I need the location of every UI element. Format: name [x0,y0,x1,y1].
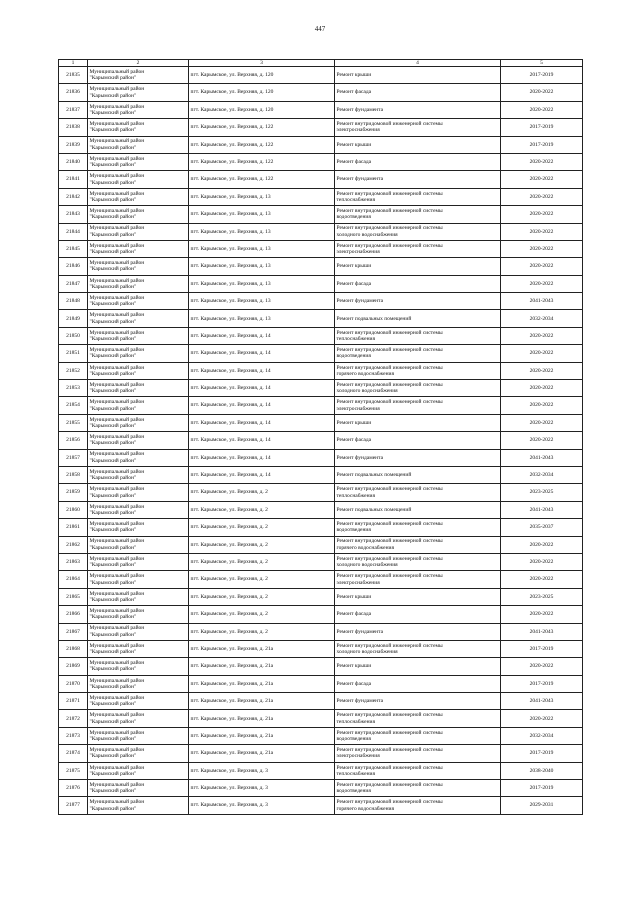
row-number-cell: 21843 [59,206,88,223]
period-cell: 2017-2019 [501,67,583,84]
municipality-cell: Муниципальный район "Карымский район" [88,449,189,466]
work-type-cell: Ремонт внутридомовой инженерной системы холодного водоснабжения [335,640,501,657]
row-number-cell: 21852 [59,362,88,379]
row-number-cell: 21876 [59,780,88,797]
address-cell: пгт. Карымское, ул. Верхняя, д. 14 [189,414,335,431]
address-cell: пгт. Карымское, ул. Верхняя, д. 13 [189,275,335,292]
work-type-cell: Ремонт крыши [335,136,501,153]
period-cell: 2041-2043 [501,449,583,466]
work-type-cell: Ремонт внутридомовой инженерной системы электроснабжения [335,119,501,136]
period-cell: 2032-2034 [501,310,583,327]
period-cell: 2020-2022 [501,571,583,588]
period-cell: 2017-2019 [501,119,583,136]
table-row [59,797,583,814]
address-cell: пгт. Карымское, ул. Верхняя, д. 14 [189,345,335,362]
address-cell: пгт. Карымское, ул. Верхняя, д. 13 [189,223,335,240]
row-number-cell: 21867 [59,623,88,640]
municipality-cell: Муниципальный район "Карымский район" [88,84,189,101]
period-cell: 2020-2022 [501,101,583,118]
table-row [59,658,583,675]
row-number-cell: 21840 [59,153,88,170]
address-cell: пгт. Карымское, ул. Верхняя, д. 21а [189,640,335,657]
address-cell: пгт. Карымское, ул. Верхняя, д. 122 [189,119,335,136]
header-row [59,60,583,67]
address-cell: пгт. Карымское, ул. Верхняя, д. 120 [189,67,335,84]
row-number-cell: 21857 [59,449,88,466]
table-row [59,188,583,205]
table-row [59,675,583,692]
period-cell: 2020-2022 [501,258,583,275]
work-type-cell: Ремонт фундамента [335,293,501,310]
work-type-cell: Ремонт подвальных помещений [335,501,501,518]
municipality-cell: Муниципальный район "Карымский район" [88,380,189,397]
work-type-cell: Ремонт крыши [335,414,501,431]
address-cell: пгт. Карымское, ул. Верхняя, д. 122 [189,171,335,188]
table-row [59,745,583,762]
table-row [59,223,583,240]
period-cell: 2041-2043 [501,623,583,640]
table-row [59,119,583,136]
table-row [59,571,583,588]
municipality-cell: Муниципальный район "Карымский район" [88,414,189,431]
table-row [59,171,583,188]
table-row [59,727,583,744]
table-row [59,606,583,623]
period-cell: 2017-2019 [501,136,583,153]
work-type-cell: Ремонт фасада [335,84,501,101]
table-row [59,432,583,449]
column-header-3: 3 [189,60,335,67]
work-type-cell: Ремонт фундамента [335,693,501,710]
row-number-cell: 21869 [59,658,88,675]
municipality-cell: Муниципальный район "Карымский район" [88,206,189,223]
municipality-cell: Муниципальный район "Карымский район" [88,640,189,657]
table-row [59,67,583,84]
municipality-cell: Муниципальный район "Карымский район" [88,588,189,605]
municipality-cell: Муниципальный район "Карымский район" [88,675,189,692]
period-cell: 2020-2022 [501,710,583,727]
row-number-cell: 21839 [59,136,88,153]
address-cell: пгт. Карымское, ул. Верхняя, д. 122 [189,136,335,153]
table-row [59,397,583,414]
municipality-cell: Муниципальный район "Карымский район" [88,727,189,744]
row-number-cell: 21863 [59,553,88,570]
table-row [59,519,583,536]
work-type-cell: Ремонт фундамента [335,449,501,466]
municipality-cell: Муниципальный район "Карымский район" [88,188,189,205]
period-cell: 2017-2019 [501,780,583,797]
municipality-cell: Муниципальный район "Карымский район" [88,762,189,779]
row-number-cell: 21851 [59,345,88,362]
municipality-cell: Муниципальный район "Карымский район" [88,432,189,449]
address-cell: пгт. Карымское, ул. Верхняя, д. 13 [189,206,335,223]
row-number-cell: 21848 [59,293,88,310]
work-type-cell: Ремонт внутридомовой инженерной системы электроснабжения [335,240,501,257]
work-type-cell: Ремонт крыши [335,258,501,275]
row-number-cell: 21864 [59,571,88,588]
period-cell: 2020-2022 [501,153,583,170]
municipality-cell: Муниципальный район "Карымский район" [88,606,189,623]
municipality-cell: Муниципальный район "Карымский район" [88,519,189,536]
municipality-cell: Муниципальный район "Карымский район" [88,136,189,153]
period-cell: 2017-2019 [501,640,583,657]
work-type-cell: Ремонт фундамента [335,623,501,640]
municipality-cell: Муниципальный район "Карымский район" [88,623,189,640]
period-cell: 2020-2022 [501,223,583,240]
work-type-cell: Ремонт фундамента [335,101,501,118]
municipality-cell: Муниципальный район "Карымский район" [88,484,189,501]
address-cell: пгт. Карымское, ул. Верхняя, д. 14 [189,397,335,414]
municipality-cell: Муниципальный район "Карымский район" [88,223,189,240]
work-type-cell: Ремонт внутридомовой инженерной системы электроснабжения [335,745,501,762]
period-cell: 2032-2034 [501,466,583,483]
period-cell: 2041-2043 [501,693,583,710]
period-cell: 2041-2043 [501,501,583,518]
period-cell: 2017-2019 [501,745,583,762]
table-row [59,101,583,118]
table-row [59,536,583,553]
row-number-cell: 21849 [59,310,88,327]
period-cell: 2020-2022 [501,345,583,362]
row-number-cell: 21847 [59,275,88,292]
period-cell: 2020-2022 [501,658,583,675]
period-cell: 2017-2019 [501,675,583,692]
work-type-cell: Ремонт подвальных помещений [335,466,501,483]
municipality-cell: Муниципальный район "Карымский район" [88,67,189,84]
row-number-cell: 21859 [59,484,88,501]
address-cell: пгт. Карымское, ул. Верхняя, д. 13 [189,188,335,205]
work-type-cell: Ремонт внутридомовой инженерной системы водоотведения [335,727,501,744]
period-cell: 2023-2025 [501,484,583,501]
address-cell: пгт. Карымское, ул. Верхняя, д. 14 [189,362,335,379]
work-type-cell: Ремонт фундамента [335,171,501,188]
row-number-cell: 21872 [59,710,88,727]
table-row [59,449,583,466]
row-number-cell: 21871 [59,693,88,710]
table-row [59,623,583,640]
address-cell: пгт. Карымское, ул. Верхняя, д. 21а [189,745,335,762]
work-type-cell: Ремонт внутридомовой инженерной системы водоотведения [335,345,501,362]
work-type-cell: Ремонт фасада [335,275,501,292]
row-number-cell: 21873 [59,727,88,744]
municipality-cell: Муниципальный район "Карымский район" [88,797,189,814]
municipality-cell: Муниципальный район "Карымский район" [88,240,189,257]
period-cell: 2038-2040 [501,762,583,779]
table-row [59,327,583,344]
municipality-cell: Муниципальный район "Карымский район" [88,710,189,727]
work-type-cell: Ремонт фасада [335,153,501,170]
period-cell: 2020-2022 [501,536,583,553]
work-type-cell: Ремонт внутридомовой инженерной системы холодного водоснабжения [335,553,501,570]
period-cell: 2020-2022 [501,397,583,414]
row-number-cell: 21861 [59,519,88,536]
address-cell: пгт. Карымское, ул. Верхняя, д. 3 [189,797,335,814]
address-cell: пгт. Карымское, ул. Верхняя, д. 14 [189,327,335,344]
table-row [59,136,583,153]
work-type-cell: Ремонт крыши [335,588,501,605]
work-type-cell: Ремонт фасада [335,675,501,692]
address-cell: пгт. Карымское, ул. Верхняя, д. 3 [189,780,335,797]
address-cell: пгт. Карымское, ул. Верхняя, д. 2 [189,536,335,553]
work-type-cell: Ремонт крыши [335,658,501,675]
period-cell: 2020-2022 [501,362,583,379]
column-header-5: 5 [501,60,583,67]
row-number-cell: 21841 [59,171,88,188]
period-cell: 2023-2025 [501,588,583,605]
period-cell: 2020-2022 [501,275,583,292]
column-header-4: 4 [335,60,501,67]
column-header-1: 1 [59,60,88,67]
municipality-cell: Муниципальный район "Карымский район" [88,310,189,327]
table-row [59,206,583,223]
work-type-cell: Ремонт внутридомовой инженерной системы электроснабжения [335,571,501,588]
row-number-cell: 21875 [59,762,88,779]
row-number-cell: 21868 [59,640,88,657]
municipality-cell: Муниципальный район "Карымский район" [88,293,189,310]
address-cell: пгт. Карымское, ул. Верхняя, д. 21а [189,727,335,744]
address-cell: пгт. Карымское, ул. Верхняя, д. 2 [189,571,335,588]
address-cell: пгт. Карымское, ул. Верхняя, д. 2 [189,606,335,623]
work-type-cell: Ремонт внутридомовой инженерной системы водоотведения [335,206,501,223]
row-number-cell: 21837 [59,101,88,118]
table-row [59,275,583,292]
municipality-cell: Муниципальный район "Карымский район" [88,327,189,344]
row-number-cell: 21874 [59,745,88,762]
period-cell: 2041-2043 [501,293,583,310]
row-number-cell: 21836 [59,84,88,101]
row-number-cell: 21856 [59,432,88,449]
table-body [59,67,583,815]
column-header-2: 2 [88,60,189,67]
row-number-cell: 21870 [59,675,88,692]
table-row [59,258,583,275]
table-row [59,588,583,605]
work-type-cell: Ремонт фасада [335,606,501,623]
table-row [59,710,583,727]
work-type-cell: Ремонт внутридомовой инженерной системы теплоснабжения [335,484,501,501]
period-cell: 2020-2022 [501,432,583,449]
municipality-cell: Муниципальный район "Карымский район" [88,658,189,675]
address-cell: пгт. Карымское, ул. Верхняя, д. 2 [189,484,335,501]
municipality-cell: Муниципальный район "Карымский район" [88,362,189,379]
municipality-cell: Муниципальный район "Карымский район" [88,536,189,553]
row-number-cell: 21866 [59,606,88,623]
period-cell: 2020-2022 [501,380,583,397]
period-cell: 2020-2022 [501,188,583,205]
table-row [59,293,583,310]
table-row [59,693,583,710]
table-row [59,553,583,570]
work-type-cell: Ремонт внутридомовой инженерной системы теплоснабжения [335,327,501,344]
table-row [59,362,583,379]
work-type-cell: Ремонт крыши [335,67,501,84]
page-number: 447 [314,25,326,33]
row-number-cell: 21838 [59,119,88,136]
period-cell: 2020-2022 [501,206,583,223]
table-row [59,640,583,657]
address-cell: пгт. Карымское, ул. Верхняя, д. 21а [189,710,335,727]
row-number-cell: 21842 [59,188,88,205]
municipality-cell: Муниципальный район "Карымский район" [88,501,189,518]
work-type-cell: Ремонт фасада [335,432,501,449]
row-number-cell: 21853 [59,380,88,397]
work-type-cell: Ремонт внутридомовой инженерной системы водоотведения [335,780,501,797]
period-cell: 2029-2031 [501,797,583,814]
address-cell: пгт. Карымское, ул. Верхняя, д. 21а [189,658,335,675]
address-cell: пгт. Карымское, ул. Верхняя, д. 120 [189,84,335,101]
repair-schedule-table [58,59,583,815]
period-cell: 2035-2037 [501,519,583,536]
period-cell: 2020-2022 [501,84,583,101]
municipality-cell: Муниципальный район "Карымский район" [88,397,189,414]
address-cell: пгт. Карымское, ул. Верхняя, д. 2 [189,501,335,518]
period-cell: 2020-2022 [501,240,583,257]
municipality-cell: Муниципальный район "Карымский район" [88,466,189,483]
table-row [59,153,583,170]
address-cell: пгт. Карымское, ул. Верхняя, д. 21а [189,693,335,710]
period-cell: 2020-2022 [501,553,583,570]
row-number-cell: 21865 [59,588,88,605]
work-type-cell: Ремонт подвальных помещений [335,310,501,327]
municipality-cell: Муниципальный район "Карымский район" [88,258,189,275]
period-cell: 2020-2022 [501,171,583,188]
period-cell: 2032-2034 [501,727,583,744]
table-row [59,780,583,797]
row-number-cell: 21860 [59,501,88,518]
address-cell: пгт. Карымское, ул. Верхняя, д. 14 [189,432,335,449]
municipality-cell: Муниципальный район "Карымский район" [88,101,189,118]
address-cell: пгт. Карымское, ул. Верхняя, д. 13 [189,293,335,310]
address-cell: пгт. Карымское, ул. Верхняя, д. 21а [189,675,335,692]
address-cell: пгт. Карымское, ул. Верхняя, д. 2 [189,519,335,536]
table-row [59,466,583,483]
municipality-cell: Муниципальный район "Карымский район" [88,153,189,170]
address-cell: пгт. Карымское, ул. Верхняя, д. 120 [189,101,335,118]
row-number-cell: 21844 [59,223,88,240]
work-type-cell: Ремонт внутридомовой инженерной системы теплоснабжения [335,762,501,779]
address-cell: пгт. Карымское, ул. Верхняя, д. 13 [189,240,335,257]
municipality-cell: Муниципальный район "Карымский район" [88,553,189,570]
address-cell: пгт. Карымское, ул. Верхняя, д. 2 [189,588,335,605]
table-row [59,484,583,501]
address-cell: пгт. Карымское, ул. Верхняя, д. 122 [189,153,335,170]
row-number-cell: 21858 [59,466,88,483]
row-number-cell: 21855 [59,414,88,431]
row-number-cell: 21846 [59,258,88,275]
table-row [59,84,583,101]
address-cell: пгт. Карымское, ул. Верхняя, д. 13 [189,258,335,275]
period-cell: 2020-2022 [501,606,583,623]
municipality-cell: Муниципальный район "Карымский район" [88,275,189,292]
municipality-cell: Муниципальный район "Карымский район" [88,780,189,797]
table-row [59,762,583,779]
work-type-cell: Ремонт внутридомовой инженерной системы холодного водоснабжения [335,223,501,240]
municipality-cell: Муниципальный район "Карымский район" [88,119,189,136]
period-cell: 2020-2022 [501,414,583,431]
municipality-cell: Муниципальный район "Карымский район" [88,171,189,188]
table-row [59,380,583,397]
table-row [59,310,583,327]
work-type-cell: Ремонт внутридомовой инженерной системы горячего водоснабжения [335,536,501,553]
row-number-cell: 21862 [59,536,88,553]
municipality-cell: Муниципальный район "Карымский район" [88,345,189,362]
table-row [59,501,583,518]
work-type-cell: Ремонт внутридомовой инженерной системы холодного водоснабжения [335,380,501,397]
address-cell: пгт. Карымское, ул. Верхняя, д. 13 [189,310,335,327]
address-cell: пгт. Карымское, ул. Верхняя, д. 3 [189,762,335,779]
row-number-cell: 21850 [59,327,88,344]
row-number-cell: 21845 [59,240,88,257]
municipality-cell: Муниципальный район "Карымский район" [88,693,189,710]
period-cell: 2020-2022 [501,327,583,344]
address-cell: пгт. Карымское, ул. Верхняя, д. 2 [189,553,335,570]
table-row [59,345,583,362]
work-type-cell: Ремонт внутридомовой инженерной системы теплоснабжения [335,710,501,727]
row-number-cell: 21835 [59,67,88,84]
table-row [59,240,583,257]
table-row [59,414,583,431]
row-number-cell: 21854 [59,397,88,414]
work-type-cell: Ремонт внутридомовой инженерной системы теплоснабжения [335,188,501,205]
municipality-cell: Муниципальный район "Карымский район" [88,745,189,762]
address-cell: пгт. Карымское, ул. Верхняя, д. 2 [189,623,335,640]
address-cell: пгт. Карымское, ул. Верхняя, д. 14 [189,449,335,466]
row-number-cell: 21877 [59,797,88,814]
work-type-cell: Ремонт внутридомовой инженерной системы электроснабжения [335,397,501,414]
address-cell: пгт. Карымское, ул. Верхняя, д. 14 [189,466,335,483]
address-cell: пгт. Карымское, ул. Верхняя, д. 14 [189,380,335,397]
work-type-cell: Ремонт внутридомовой инженерной системы водоотведения [335,519,501,536]
work-type-cell: Ремонт внутридомовой инженерной системы горячего водоснабжения [335,362,501,379]
work-type-cell: Ремонт внутридомовой инженерной системы горячего водоснабжения [335,797,501,814]
municipality-cell: Муниципальный район "Карымский район" [88,571,189,588]
